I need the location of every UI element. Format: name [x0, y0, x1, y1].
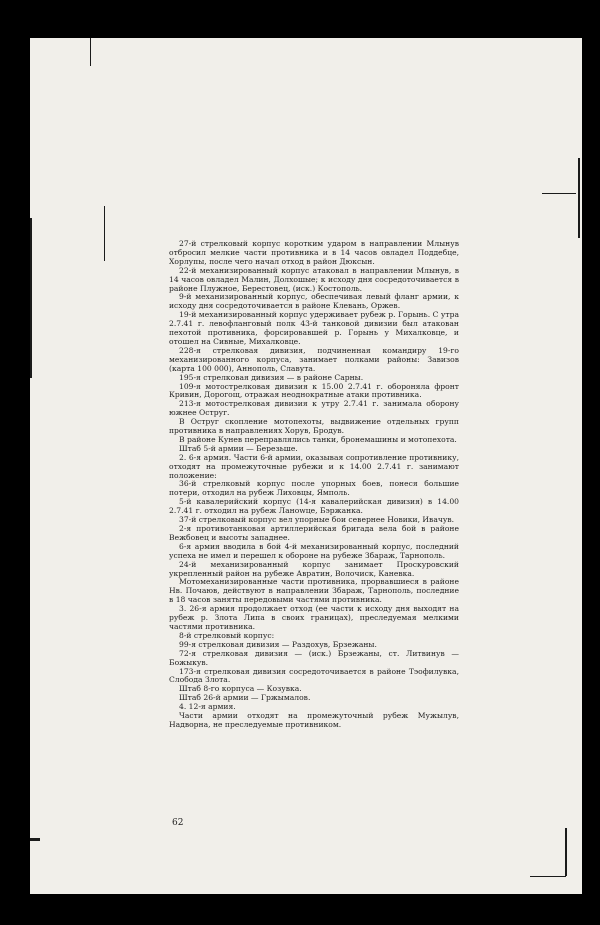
paragraph: 109-я мотострелковая дивизия к 15.00 2.7.41 г. обороняла фронт Кривин, Дорогощ, отражая неоднократные атаки противника.: [169, 381, 459, 400]
paragraph: 8-й стрелковый корпус:: [179, 630, 275, 640]
paragraph: 24-й механизированный корпус занимает Проскуровский укрепленный район на рубеже Авратин, Волочиск, Каневка.: [169, 559, 459, 578]
paragraph: 37-й стрелковый корпус вел упорные бои севернее Новики, Ивачув.: [179, 515, 455, 525]
paragraph: Штаб 26-й армии — Гржымалов.: [179, 693, 311, 703]
paragraph: 5-й кавалерийский корпус (14-я кавалерийская дивизия) в 14.00 2.7.41 г. отходил на рубеж Ланowце, Бэржанка.: [169, 497, 459, 516]
paragraph: Мотомеханизированные части противника, прорвавшиеся в районе Нв. Почаюв, действуют в направлении Збараж, Тарнополь, последние в 18 часов заняты передовыми частями противника.: [169, 577, 459, 605]
paragraph: 22-й механизированный корпус атаковал в направлении Млынув, в 14 часов овладел Малин, Долхошые; к исходу дня сосредоточивается в районе Плужное, Берестовец, (иск.) Костополь.: [169, 265, 459, 293]
paragraph: 3. 26-я армия продолжает отход (ее части к исходу дня выходят на рубеж р. Злота Липа в своих границах), преследуемая мелкими частями противника.: [169, 604, 459, 631]
paragraph: 2. 6-я армия. Части 6-й армии, оказывая сопротивление противнику, отходят на промежуточные рубежи и к 14.00 2.7.41 г. занимают положение:: [169, 452, 459, 480]
paragraph: 2-я противотанковая артиллерийская бригада вела бой в районе Вежбовец и высоты западнее.: [169, 524, 459, 542]
scan-artifact-bottom-right-mark: [530, 876, 566, 877]
document-body: [169, 240, 459, 730]
paragraph: Штаб 8-го корпуса — Козувка.: [179, 684, 302, 694]
paragraph: В Оструг скопление мотопехоты, выдвижение отдельных групп противника в направлениях Хорув, Бродув.: [169, 417, 459, 436]
paragraph: 195-я стрелковая дивизия — в районе Сарны.: [179, 372, 364, 382]
paragraph: 19-й механизированный корпус удерживает рубеж р. Горынь. С утра 2.7.41 г. левофланговый полк 43-й танковой дивизии был атакован пехотой противника, форсировавшей р. Горынь у Михалковце, и отошел на Сивные, Михалковце.: [169, 310, 459, 346]
paragraph: 36-й стрелковый корпус после упорных боев, понеся большие потери, отходил на рубеж Лиховцы, Ямполь.: [169, 479, 459, 498]
paragraph: 213-я мотострелковая дивизия к утру 2.7.41 г. занимала оборону южнее Оструг.: [169, 399, 459, 418]
paragraph: 72-я стрелковая дивизия — (иск.) Брзежаны, ст. Литвинув — Божыкув.: [169, 648, 459, 667]
paragraph: Штаб 5-й армии — Березьше.: [179, 443, 298, 453]
paragraph: 173-я стрелковая дивизия сосредоточивается в районе Тэофилувка, Слобода Злота.: [169, 666, 459, 685]
scan-artifact-left-edge: [30, 218, 32, 378]
paragraph: 27-й стрелковый корпус коротким ударом в направлении Млынув отбросил мелкие части противника и в 14 часов овладел Поддебце, Хорлупы, после чего начал отход в район Дюксын.: [169, 239, 459, 266]
paragraph: 9-й механизированный корпус, обеспечивая левый фланг армии, к исходу дня сосредоточивается в районе Клевань, Оржев.: [169, 292, 459, 311]
paragraph: Части армии отходят на промежуточный рубеж Мужылув, Надворна, не преследуемые противником.: [169, 711, 459, 729]
paragraph: 6-я армия вводила в бой 4-й механизированный корпус, последний успеха не имел и перешел к обороне на рубеже Збараж, Тарнополь.: [169, 541, 459, 560]
scan-artifact-bottom-right: [565, 828, 567, 876]
scan-artifact-right-edge: [578, 158, 580, 238]
scan-artifact-vertical-line: [104, 206, 105, 261]
scan-artifact-right-mark: [542, 193, 576, 194]
paragraph: 4. 12-я армия.: [179, 702, 236, 712]
paragraph: В районе Кунев переправлялись танки, бронемашины и мотопехота.: [179, 434, 457, 444]
scan-artifact-bottom-left: [30, 838, 40, 841]
paragraph: 99-я стрелковая дивизия — Раздохув, Брзежаны.: [179, 639, 377, 649]
page-number: 62: [172, 818, 184, 828]
paragraph: 228-я стрелковая дивизия, подчиненная командиру 19-го механизированного корпуса, занимает полками районы: Завизов (карта 100 000), Аннополь, Славута.: [169, 345, 459, 373]
scan-artifact-top-left: [90, 38, 91, 66]
